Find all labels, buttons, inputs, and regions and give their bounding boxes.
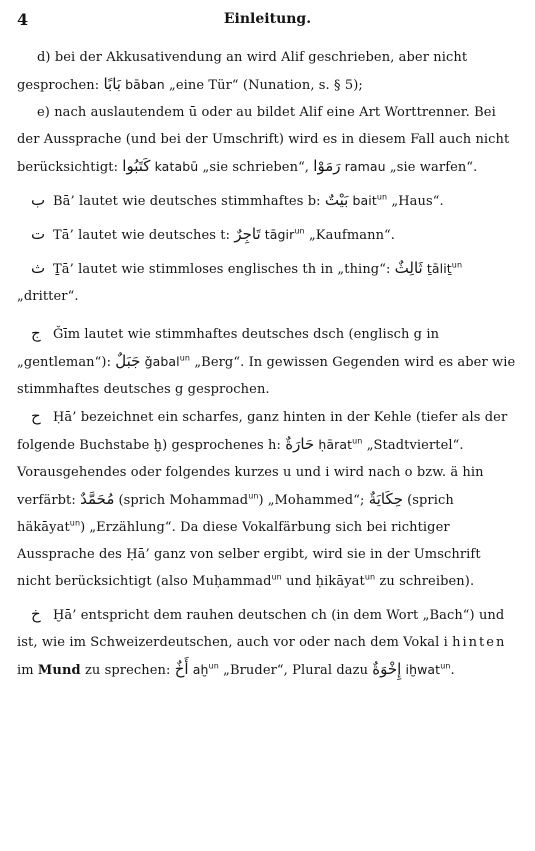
text: (sprich häkāyat: [17, 493, 454, 535]
arabic-word: بَابًا: [103, 75, 121, 93]
page-body: [17, 44, 518, 684]
arabic-word: تَاجِرٌ: [234, 225, 261, 243]
superscript: un: [208, 661, 219, 671]
text: (sprich Mohammad: [114, 493, 249, 508]
text: e) nach auslautendem ū oder au bildet Alif eine Art Worttrenner. Bei der Aussprache (und bei der Umschrift) wird es in diesem Fall auch nicht berücksichtigt:: [17, 105, 510, 175]
entry-tha: [17, 255, 518, 310]
text: d) bei der Akkusativendung an wird Alif geschrieben, aber nicht gesprochen:: [17, 50, 468, 93]
text: Tā’ lautet wie deutsches t:: [53, 228, 235, 243]
page-number: 4: [17, 10, 29, 29]
entry-ha: [17, 403, 518, 595]
transliteration: iḫwat: [405, 662, 441, 677]
transliteration: ramau: [344, 159, 386, 174]
text: „Stadtviertel“. Vorausgehendes oder folgendes kurzes u und i wird nach o bzw. ä hin verfärbt:: [17, 438, 484, 508]
arabic-letter-gim: ج: [31, 324, 41, 342]
superscript: un: [248, 491, 259, 501]
transliteration: ṯāliṯ: [426, 261, 452, 276]
spaced-word: hinten: [452, 635, 507, 650]
text: ) „Erzählung“. Da diese Vokalfärbung sich bei richtiger Aussprache des Ḥā’ ganz von selber ergibt, wird sie in der Umschrift nicht berücksichtigt (also Muḥammad: [17, 520, 481, 589]
transliteration: ḥārat: [318, 437, 353, 452]
superscript: un: [179, 353, 191, 363]
superscript: un: [440, 661, 451, 671]
arabic-letter-tha: ث: [31, 259, 46, 277]
paragraph-d: [17, 44, 518, 99]
arabic-word: كَتَبُوا: [122, 157, 151, 175]
superscript: un: [376, 192, 388, 202]
text: „sie warfen“.: [385, 160, 478, 175]
superscript: un: [271, 572, 282, 582]
transliteration: aḫ: [192, 662, 209, 677]
text: Ḥā’ bezeichnet ein scharfes, ganz hinten in der Kehle (tiefer als der folgende Buchstabe ḫ) gesprochenes h:: [17, 410, 508, 453]
text: „Bruder“, Plural dazu: [218, 663, 373, 678]
text: „Kaufmann“.: [304, 228, 396, 243]
text: „dritter“.: [17, 289, 79, 304]
text: im: [17, 663, 38, 678]
arabic-word: ثَالِثٌ: [394, 259, 423, 277]
superscript: un: [451, 260, 463, 270]
text: „eine Tür“ (Nunation, s. § 5);: [164, 78, 363, 93]
arabic-letter-kha: خ: [31, 605, 41, 623]
superscript: un: [364, 572, 376, 582]
text: „sie schrieben“,: [198, 160, 314, 175]
bold-word: Mund: [37, 663, 81, 678]
arabic-word: حَارَةٌ: [285, 435, 315, 453]
superscript: un: [294, 226, 305, 236]
arabic-letter-ha: ح: [31, 407, 41, 425]
arabic-word: جَبَلٌ: [115, 352, 141, 370]
arabic-word: مُحَمَّدٌ: [80, 490, 115, 508]
page-header: [17, 10, 518, 32]
text: „Haus“.: [387, 194, 444, 209]
entry-ba: [17, 187, 518, 215]
text: Ṯā’ lautet wie stimmloses englisches th in „thing“:: [53, 262, 395, 277]
entry-gim: [17, 320, 518, 403]
transliteration: katabū: [154, 159, 199, 174]
text: Ḫā’ entspricht dem rauhen deutschen ch (in dem Wort „Bach“) und ist, wie im Schweizerdeutschen, auch vor oder nach dem Vokal i: [17, 608, 505, 650]
text: „Berg“. In gewissen Gegenden wird es aber wie stimmhaftes deutsches g gesprochen.: [17, 355, 516, 397]
entry-kha: [17, 601, 518, 684]
arabic-word: إِخْوَةٌ: [372, 660, 402, 678]
running-title: Einleitung.: [223, 11, 312, 27]
arabic-letter-ba: ب: [31, 191, 46, 209]
arabic-word: حِكَايَةٌ: [368, 490, 404, 508]
transliteration: tāgir: [264, 227, 295, 242]
transliteration: ǧabal: [144, 354, 180, 369]
text: und ḥikāyat: [281, 574, 365, 589]
arabic-word: رَمَوْا: [313, 157, 341, 175]
arabic-word: بَيْتٌ: [324, 191, 349, 209]
text: ) „Mohammed“;: [258, 493, 369, 508]
arabic-letter-ta: ت: [31, 225, 46, 243]
text: Ǧīm lautet wie stimmhaftes deutsches dsch (englisch g in „gentleman“):: [17, 327, 440, 370]
entry-ta: [17, 221, 518, 249]
text: zu schreiben).: [375, 574, 475, 589]
superscript: un: [69, 518, 81, 528]
superscript: un: [352, 436, 363, 446]
text: .: [450, 663, 455, 678]
text: zu sprechen:: [80, 663, 175, 678]
paragraph-e: [17, 99, 518, 181]
transliteration: bait: [352, 193, 377, 208]
transliteration: bāban: [125, 77, 165, 92]
text: Bā’ lautet wie deutsches stimmhaftes b:: [53, 194, 325, 209]
arabic-word: أَخٌ: [174, 660, 189, 678]
